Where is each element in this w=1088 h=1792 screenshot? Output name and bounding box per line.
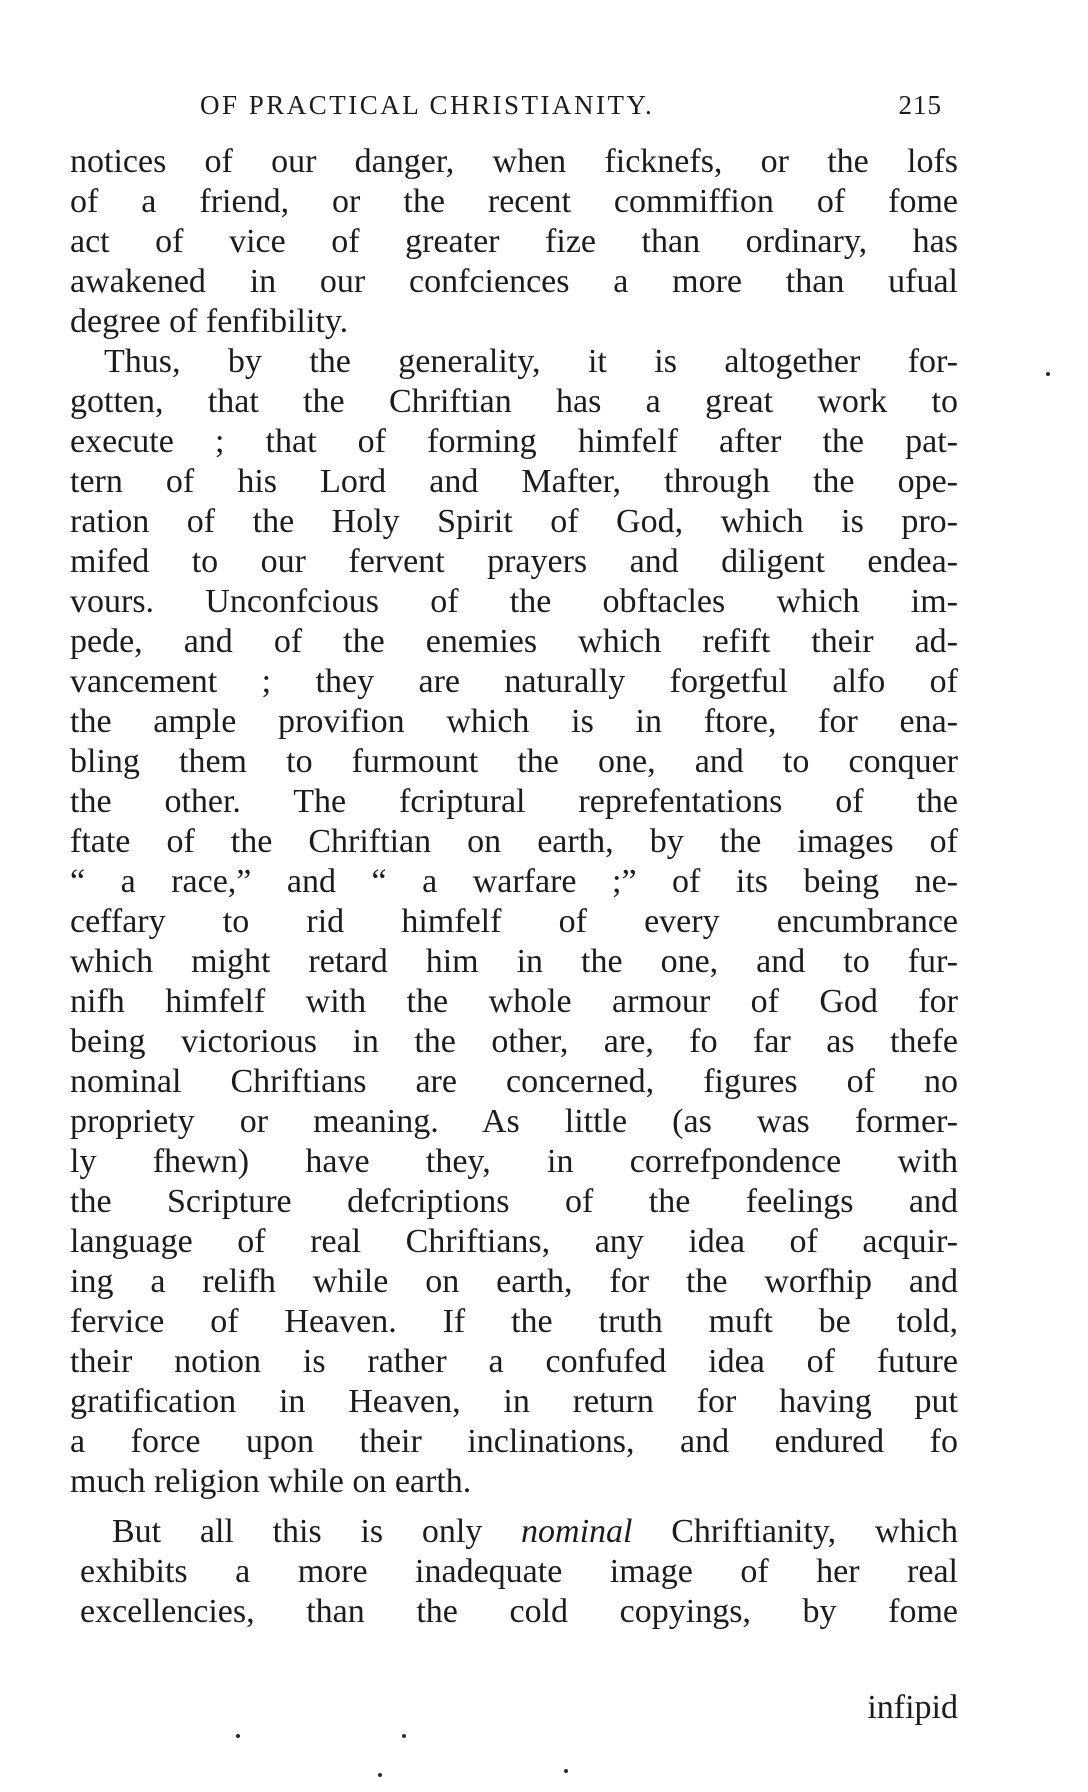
paragraph-1 xyxy=(70,142,958,342)
text-line: ceffary to rid himfelf of every encumbrance xyxy=(70,903,958,940)
text-run: But all this is only xyxy=(112,1513,522,1550)
body-text xyxy=(70,142,958,1632)
text-line: act of vice of greater fize than ordinary, has xyxy=(70,223,958,260)
text-line: ly fhewn) have they, in correfpondence with xyxy=(70,1143,958,1180)
running-title: OF PRACTICAL CHRISTIANITY. xyxy=(200,90,655,120)
text-line: gotten, that the Chriftian has a great work to xyxy=(70,383,958,420)
paper-speck xyxy=(402,1734,406,1738)
text-line: nifh himfelf with the whole armour of God for xyxy=(70,983,958,1020)
paper-speck xyxy=(236,1734,240,1738)
running-head xyxy=(200,90,942,126)
text-line: bling them to furmount the one, and to conquer xyxy=(70,743,958,780)
paragraph-2 xyxy=(70,342,958,1502)
text-line: gratification in Heaven, in return for having put xyxy=(70,1383,958,1420)
text-line: propriety or meaning. As little (as was former- xyxy=(70,1103,958,1140)
text-line: of a friend, or the recent commiffion of fome xyxy=(70,183,958,220)
text-line: a force upon their inclinations, and endured fo xyxy=(70,1423,958,1460)
paper-speck xyxy=(378,1773,382,1777)
text-line: ftate of the Chriftian on earth, by the images of xyxy=(70,823,958,860)
italic-word: nominal xyxy=(521,1513,633,1550)
text-line: nominal Chriftians are concerned, figures of no xyxy=(70,1063,958,1100)
text-line: awakened in our confciences a more than ufual xyxy=(70,263,958,300)
text-line: language of real Chriftians, any idea of acquir- xyxy=(70,1223,958,1260)
paper-speck xyxy=(1046,372,1050,376)
text-line: the other. The fcriptural reprefentations of the xyxy=(70,783,958,820)
text-line: the Scripture defcriptions of the feelings and xyxy=(70,1183,958,1220)
text-line: being victorious in the other, are, fo far as thefe xyxy=(70,1023,958,1060)
paper-speck xyxy=(564,1769,568,1773)
text-line: vours. Unconfcious of the obftacles which im- xyxy=(70,583,958,620)
catchword: infipid xyxy=(867,1689,958,1726)
text-line: exhibits a more inadequate image of her real xyxy=(80,1553,958,1590)
text-line: mifed to our fervent prayers and diligent endea- xyxy=(70,543,958,580)
text-line: pede, and of the enemies which refift their ad- xyxy=(70,623,958,660)
page-number: 215 xyxy=(898,90,942,120)
text-line: notices of our danger, when ficknefs, or the lofs xyxy=(70,143,958,180)
text-line: ration of the Holy Spirit of God, which is pro- xyxy=(70,503,958,540)
text-line: their notion is rather a confufed idea of future xyxy=(70,1343,958,1380)
text-line: degree of fenfibility. xyxy=(70,303,349,340)
text-line: “ a race,” and “ a warfare ;” of its being ne- xyxy=(70,863,958,900)
text-line: excellencies, than the cold copyings, by fome xyxy=(80,1593,958,1630)
text-line: Thus, by the generality, it is altogether for- xyxy=(104,343,958,380)
text-line: the ample provifion which is in ftore, for ena- xyxy=(70,703,958,740)
text-line: much religion while on earth. xyxy=(70,1463,472,1500)
text-line: which might retard him in the one, and to fur- xyxy=(70,943,958,980)
paragraph-spacer xyxy=(70,1502,958,1512)
text-run: Chriftianity, which xyxy=(632,1513,958,1550)
text-line: vancement ; they are naturally forgetful alfo of xyxy=(70,663,958,700)
text-line: tern of his Lord and Mafter, through the ope- xyxy=(70,463,958,500)
text-line: ing a relifh while on earth, for the worfhip and xyxy=(70,1263,958,1300)
text-line: execute ; that of forming himfelf after the pat- xyxy=(70,423,958,460)
paragraph-3 xyxy=(70,1512,958,1632)
text-line: fervice of Heaven. If the truth muft be told, xyxy=(70,1303,958,1340)
text-line xyxy=(70,1512,958,1552)
